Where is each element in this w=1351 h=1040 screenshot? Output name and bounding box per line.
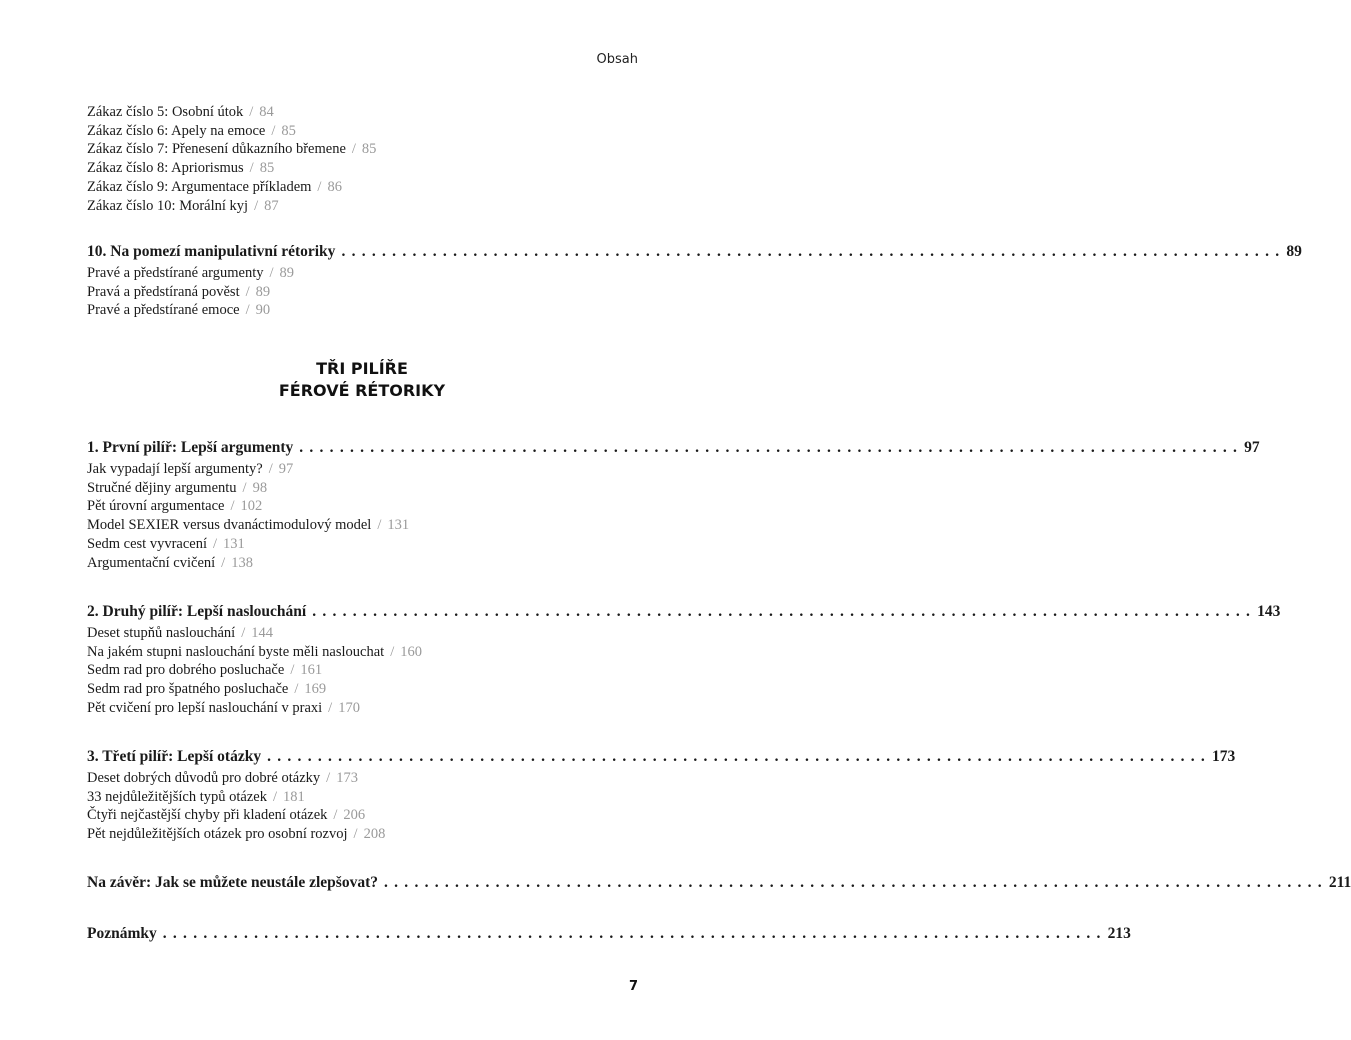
entry-separator: / xyxy=(326,770,331,786)
toc-entry[interactable] xyxy=(87,554,638,573)
toc-entry[interactable] xyxy=(87,103,638,122)
chapter-title: 2. Druhý pilíř: Lepší naslouchání xyxy=(87,603,307,620)
chapter-heading[interactable] xyxy=(87,242,1302,262)
toc-entry[interactable] xyxy=(87,159,638,178)
entry-title: Deset stupňů naslouchání xyxy=(87,625,236,641)
toc-entry[interactable] xyxy=(87,140,638,159)
entry-separator: / xyxy=(353,826,358,843)
leader-dots: . . . . . . . . . . . . . . . . . . . . . . . . . . . . . . . . . . . . . . . . . . . . . . . . . . . . . . . . . . . . . . . . . . . . . . . . . . . . . . . . . . . . . . . . . . . . . xyxy=(267,748,1206,765)
entry-title: Pravé a předstírané argumenty xyxy=(87,265,264,281)
toc-entry[interactable] xyxy=(87,806,638,825)
toc-entry[interactable] xyxy=(87,516,638,535)
entry-page: 87 xyxy=(264,197,279,214)
leader-dots: . . . . . . . . . . . . . . . . . . . . . . . . . . . . . . . . . . . . . . . . . . . . . . . . . . . . . . . . . . . . . . . . . . . . . . . . . . . . . . . . . . . . . . . . . . . . . xyxy=(312,603,1252,620)
entry-title: Pravá a předstíraná pověst xyxy=(87,283,240,300)
entry-page: 181 xyxy=(283,788,305,805)
toc-chapter-10 xyxy=(87,242,1302,320)
entry-title: Sedm rad pro dobrého posluchače xyxy=(87,662,285,679)
entry-page: 170 xyxy=(338,699,360,716)
page-number: 7 xyxy=(628,979,638,994)
chapter-title: Poznámky xyxy=(87,925,157,942)
entry-page: 89 xyxy=(279,265,295,281)
toc-entry[interactable] xyxy=(87,283,638,302)
entry-page: 169 xyxy=(304,681,327,698)
toc-entry[interactable] xyxy=(87,680,638,699)
chapter-page: 89 xyxy=(1286,243,1302,260)
entry-page: 85 xyxy=(259,160,275,177)
entry-title: Pravé a předstírané emoce xyxy=(87,302,240,319)
part-title xyxy=(0,358,724,402)
toc-pillar-2 xyxy=(87,602,1281,718)
chapter-page: 211 xyxy=(1328,874,1351,891)
toc-entry[interactable] xyxy=(87,122,638,141)
entry-separator: / xyxy=(254,197,259,214)
toc-notes xyxy=(87,924,1131,946)
leader-dots: . . . . . . . . . . . . . . . . . . . . . . . . . . . . . . . . . . . . . . . . . . . . . . . . . . . . . . . . . . . . . . . . . . . . . . . . . . . . . . . . . . . . . . . . . . . . . xyxy=(162,925,1102,942)
leader-dots: . . . . . . . . . . . . . . . . . . . . . . . . . . . . . . . . . . . . . . . . . . . . . . . . . . . . . . . . . . . . . . . . . . . . . . . . . . . . . . . . . . . . . . . . . . . . . xyxy=(299,439,1239,456)
entry-separator: / xyxy=(317,178,322,195)
entry-page: 90 xyxy=(255,302,271,319)
chapter-page: 173 xyxy=(1211,748,1236,765)
entry-separator: / xyxy=(333,807,338,824)
entry-title: Sedm cest vyvracení xyxy=(87,535,207,552)
chapter-heading[interactable] xyxy=(87,747,1236,767)
chapter-heading[interactable] xyxy=(87,438,1260,458)
entry-separator: / xyxy=(230,498,235,515)
entry-title: Pět úrovní argumentace xyxy=(87,498,225,515)
toc-entry[interactable] xyxy=(87,460,638,479)
chapter-page: 97 xyxy=(1244,439,1260,456)
entry-separator: / xyxy=(269,265,274,281)
entry-title: Argumentační cvičení xyxy=(87,554,216,571)
entry-separator: / xyxy=(245,283,250,300)
entry-page: 98 xyxy=(252,479,268,496)
entry-separator: / xyxy=(213,535,218,552)
entry-title: Sedm rad pro špatného posluchače xyxy=(87,681,289,698)
entry-page: 160 xyxy=(400,643,422,660)
entry-page: 89 xyxy=(255,283,271,300)
leader-dots: . . . . . . . . . . . . . . . . . . . . . . . . . . . . . . . . . . . . . . . . . . . . . . . . . . . . . . . . . . . . . . . . . . . . . . . . . . . . . . . . . . . . . . . . . . . . . xyxy=(384,874,1323,891)
entry-page: 138 xyxy=(231,554,253,571)
entry-title: 33 nejdůležitějších typů otázek xyxy=(87,788,267,805)
entry-separator: / xyxy=(390,643,395,660)
toc-entry[interactable] xyxy=(87,661,638,680)
entry-page: 85 xyxy=(281,122,296,139)
toc-entry[interactable] xyxy=(87,301,638,320)
entry-page: 85 xyxy=(361,141,377,158)
toc-entry[interactable] xyxy=(87,479,638,498)
toc-top-block xyxy=(87,103,638,215)
entry-title: Zákaz číslo 9: Argumentace příkladem xyxy=(87,178,312,195)
entry-title: Zákaz číslo 8: Apriorismus xyxy=(87,160,244,177)
entry-title: Na jakém stupni naslouchání byste měli naslouchat xyxy=(87,643,385,660)
entry-separator: / xyxy=(294,681,299,698)
entry-page: 208 xyxy=(363,826,386,843)
part-title-line-1: TŘI PILÍŘE xyxy=(316,359,408,378)
chapter-heading[interactable] xyxy=(87,873,1351,893)
entry-separator: / xyxy=(249,104,254,120)
chapter-heading[interactable] xyxy=(87,924,1131,944)
entry-separator: / xyxy=(377,517,382,534)
entry-separator: / xyxy=(328,699,333,716)
entry-separator: / xyxy=(268,461,273,477)
chapter-title: 10. Na pomezí manipulativní rétoriky xyxy=(87,243,336,260)
entry-page: 161 xyxy=(300,662,323,679)
running-head: Obsah xyxy=(596,52,638,67)
entry-separator: / xyxy=(290,662,295,679)
entry-separator: / xyxy=(242,479,247,496)
entry-page: 144 xyxy=(251,625,273,641)
entry-page: 206 xyxy=(343,807,366,824)
leader-dots: . . . . . . . . . . . . . . . . . . . . . . . . . . . . . . . . . . . . . . . . . . . . . . . . . . . . . . . . . . . . . . . . . . . . . . . . . . . . . . . . . . . . . . . . . . . . . xyxy=(341,243,1281,260)
entry-title: Zákaz číslo 7: Přenesení důkazního břemene xyxy=(87,141,346,158)
toc-entry[interactable] xyxy=(87,535,638,554)
entry-page: 102 xyxy=(240,498,263,515)
chapter-title: 3. Třetí pilíř: Lepší otázky xyxy=(87,748,262,765)
entry-page: 86 xyxy=(327,178,342,195)
toc-entry[interactable] xyxy=(87,699,638,718)
toc-entry[interactable] xyxy=(87,788,638,807)
entry-title: Model SEXIER versus dvanáctimodulový model xyxy=(87,517,372,534)
entry-page: 97 xyxy=(278,461,294,477)
toc-entry[interactable] xyxy=(87,497,638,516)
chapter-title: 1. První pilíř: Lepší argumenty xyxy=(87,439,294,456)
toc-entry[interactable] xyxy=(87,624,638,643)
entry-title: Zákaz číslo 6: Apely na emoce xyxy=(87,122,266,139)
entry-page: 173 xyxy=(336,770,358,786)
entry-title: Pět nejdůležitějších otázek pro osobní rozvoj xyxy=(87,826,348,843)
toc-conclusion xyxy=(87,873,1351,895)
entry-title: Jak vypadají lepší argumenty? xyxy=(87,461,263,477)
toc-entry[interactable] xyxy=(87,769,638,788)
entry-title: Čtyři nejčastější chyby při kladení otázek xyxy=(87,807,328,824)
entry-title: Zákaz číslo 5: Osobní útok xyxy=(87,104,244,120)
entry-separator: / xyxy=(241,625,246,641)
entry-title: Stručné dějiny argumentu xyxy=(87,479,237,496)
entry-title: Deset dobrých důvodů pro dobré otázky xyxy=(87,770,321,786)
entry-separator: / xyxy=(272,788,278,805)
toc-entry[interactable] xyxy=(87,825,638,844)
entry-separator: / xyxy=(221,554,226,571)
part-title-line-2: FÉROVÉ RÉTORIKY xyxy=(278,381,446,400)
entry-separator: / xyxy=(351,141,356,158)
toc-entry[interactable] xyxy=(87,264,638,283)
chapter-page: 213 xyxy=(1107,925,1131,942)
toc-entry[interactable] xyxy=(87,178,638,197)
entry-title: Zákaz číslo 10: Morální kyj xyxy=(87,197,249,214)
toc-entry[interactable] xyxy=(87,643,638,662)
chapter-page: 143 xyxy=(1257,603,1281,620)
entry-separator: / xyxy=(271,122,276,139)
entry-separator: / xyxy=(245,302,250,319)
entry-page: 84 xyxy=(259,104,274,120)
toc-pillar-1 xyxy=(87,438,1260,572)
entry-separator: / xyxy=(249,160,254,177)
entry-title: Pět cvičení pro lepší naslouchání v praxi xyxy=(87,699,323,716)
chapter-title: Na závěr: Jak se můžete neustále zlepšovat? xyxy=(87,874,378,891)
entry-page: 131 xyxy=(223,535,245,552)
entry-page: 131 xyxy=(387,517,410,534)
chapter-heading[interactable] xyxy=(87,602,1281,622)
toc-entry[interactable] xyxy=(87,197,638,216)
toc-pillar-3 xyxy=(87,747,1236,844)
